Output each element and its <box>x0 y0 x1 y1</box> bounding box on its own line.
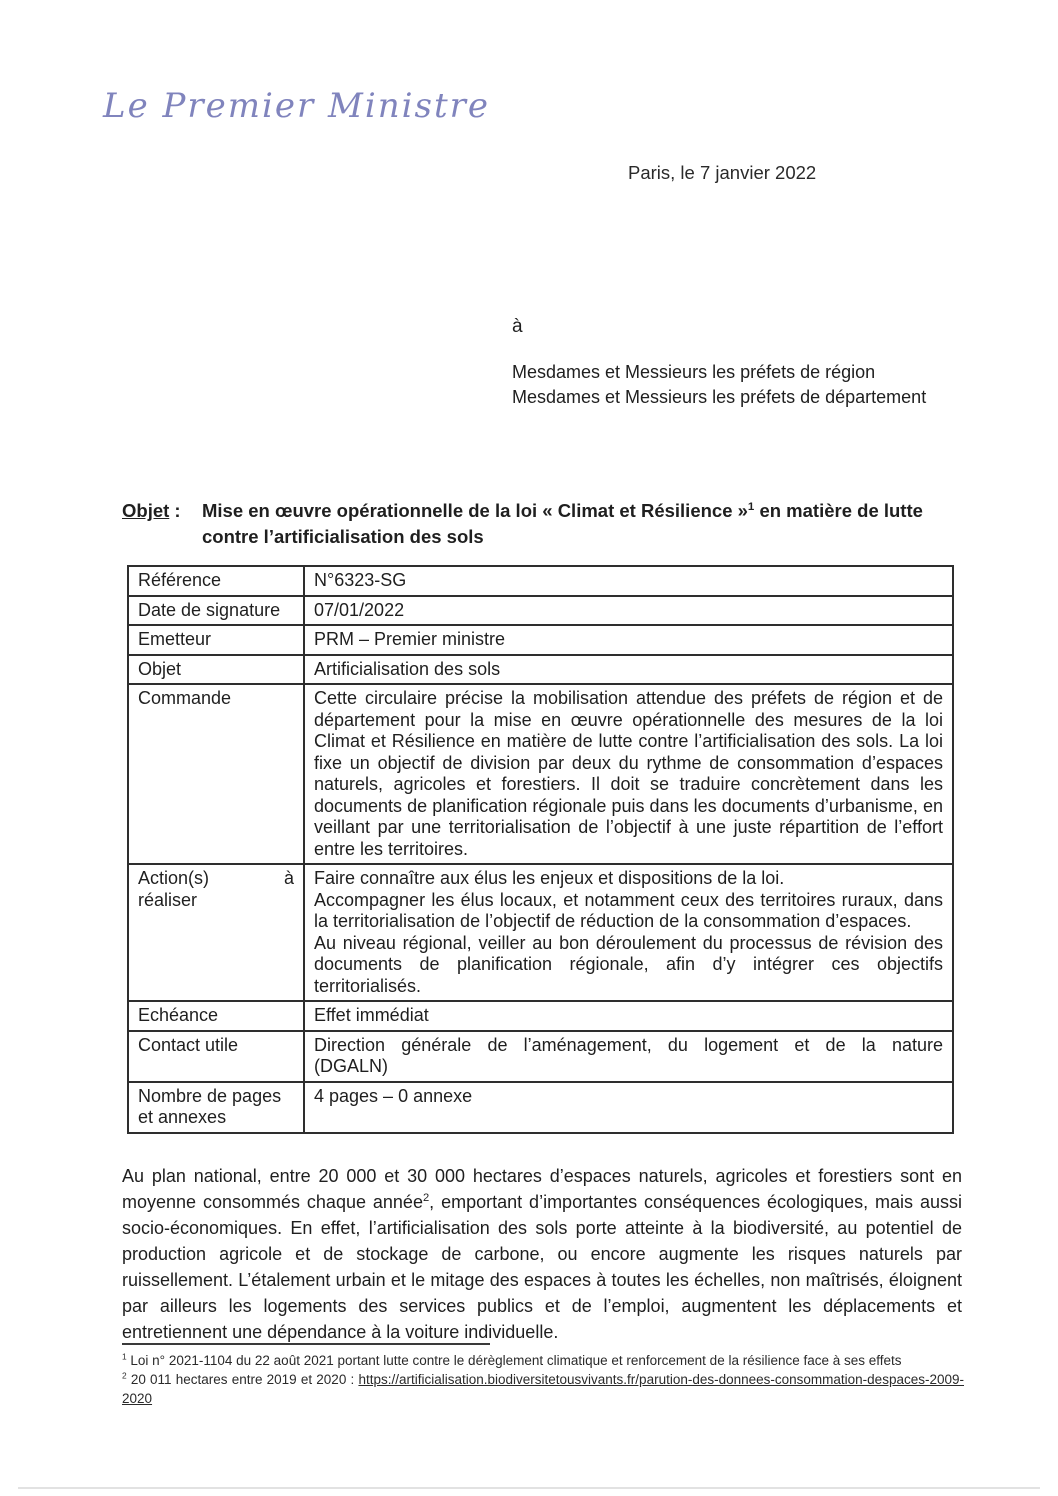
footnote-1-text: Loi n° 2021-1104 du 22 août 2021 portant lutte contre le dérèglement climatique et renforcement de la résilience face à ses effets <box>126 1353 902 1368</box>
row-label: Contact utile <box>128 1031 304 1082</box>
recipient-line: Mesdames et Messieurs les préfets de région <box>512 362 876 382</box>
subject-label-word: Objet <box>122 500 170 521</box>
row-value: Cette circulaire précise la mobilisation attendue des préfets de région et de département pour la mise en œuvre opérationnelle des mesures de la loi Climat et Résilience en matière de lutte contre l’artificialisation des sols. La loi fixe un objectif de division par deux du rythme de consommation d’espaces naturels, agricoles et forestiers. Il doit se traduire concrètement dans les documents de planification régionale puis dans les documents d’urbanisme, en veillant par une territorialisation de l’objectif à une juste répartition de l’effort entre les territoires. <box>304 684 953 864</box>
subject-text: Mise en œuvre opérationnelle de la loi « Climat et Résilience » <box>202 500 748 521</box>
contact-line1: Direction générale de l’aménagement, du logement et de la nature <box>314 1034 943 1055</box>
scan-edge-artifact <box>18 1487 1040 1489</box>
subject-block <box>122 498 962 550</box>
row-value <box>304 864 953 1001</box>
recipient-block <box>512 360 926 410</box>
table-row-reference <box>128 566 953 596</box>
recipient-intro: à <box>512 316 523 337</box>
row-label-line2: réaliser <box>138 889 198 910</box>
subject-title-line1 <box>202 498 923 524</box>
footnote-ref-1: 1 <box>747 500 755 513</box>
table-row-echeance <box>128 1001 953 1031</box>
recipient-line: Mesdames et Messieurs les préfets de département <box>512 387 927 407</box>
action-item: Au niveau régional, veiller au bon déroulement du processus de révision des documents de planification régionale, afin d’y intégrer ces objectifs territorialisés. <box>314 932 943 996</box>
row-label: Emetteur <box>128 625 304 655</box>
row-value: 07/01/2022 <box>304 596 953 626</box>
footnote-2-text: 20 011 hectares entre 2019 et 2020 : <box>126 1372 359 1387</box>
row-label: Commande <box>128 684 304 864</box>
body-text: , emportant d’importantes conséquences écologiques, mais aussi socio-économiques. En effet, l’artificialisation des sols porte atteinte à la biodiversité, au potentiel de production agricole et de stockage de carbone, ou encore augmente les risques naturels par ruissellement. L’étalement urbain et le mitage des espaces à toutes les échelles, non maîtrisés, éloignent par ailleurs les logements des services publics et de l’emploi, augmentent les déplacements et entretiennent une dépendance à la voiture individuelle. <box>122 1192 962 1342</box>
footnotes-block <box>122 1351 964 1408</box>
row-label: Nombre de pages et annexes <box>128 1082 304 1133</box>
row-label: Echéance <box>128 1001 304 1031</box>
footnote-1 <box>122 1351 964 1370</box>
subject-label <box>122 498 202 550</box>
letterhead-script: Le Premier Ministre <box>103 86 490 126</box>
action-item: Accompagner les élus locaux, et notamment ceux des territoires ruraux, dans la territorialisation de l’objectif de réduction de la consommation d’espaces. <box>314 889 943 931</box>
subject-title-line2: contre l’artificialisation des sols <box>202 526 484 547</box>
row-value: 4 pages – 0 annexe <box>304 1082 953 1133</box>
row-value <box>304 1031 953 1082</box>
footnote-ref-2: 2 <box>422 1192 430 1204</box>
subject-text: en matière de lutte <box>754 500 923 521</box>
footnote-2-marker: 2 <box>122 1370 127 1381</box>
table-row-date-signature <box>128 596 953 626</box>
table-row-actions <box>128 864 953 1001</box>
row-value: Artificialisation des sols <box>304 655 953 685</box>
row-label: Date de signature <box>128 596 304 626</box>
footnote-2 <box>122 1370 964 1408</box>
row-value: N°6323-SG <box>304 566 953 596</box>
body-paragraph <box>122 1163 962 1345</box>
row-label-line1: Action(s) à <box>138 868 294 888</box>
table-row-objet <box>128 655 953 685</box>
metadata-table <box>127 565 954 1134</box>
footnote-1-marker: 1 <box>122 1351 127 1362</box>
footnote-separator <box>122 1343 490 1345</box>
row-label <box>128 864 304 1001</box>
footnote-2-url-link[interactable]: https://artificialisation.biodiversitetousvivants.fr/parution-des-donnees-consommation-despaces-2009-2020 <box>122 1372 964 1406</box>
subject-label-colon: : <box>169 500 181 521</box>
row-value: Effet immédiat <box>304 1001 953 1031</box>
subject-title <box>202 498 923 550</box>
contact-line2: (DGALN) <box>314 1056 389 1076</box>
table-row-commande <box>128 684 953 864</box>
table-row-emetteur <box>128 625 953 655</box>
row-label: Référence <box>128 566 304 596</box>
row-label: Objet <box>128 655 304 685</box>
row-value: PRM – Premier ministre <box>304 625 953 655</box>
table-row-contact <box>128 1031 953 1082</box>
action-item: Faire connaître aux élus les enjeux et dispositions de la loi. <box>314 868 785 888</box>
body-text: Au plan national, entre 20 000 et 30 000 hectares d’espaces naturels, agricoles et forestiers sont en moyenne consommés chaque année <box>122 1166 962 1212</box>
table-row-pages-annexes <box>128 1082 953 1133</box>
dateline: Paris, le 7 janvier 2022 <box>628 162 817 183</box>
